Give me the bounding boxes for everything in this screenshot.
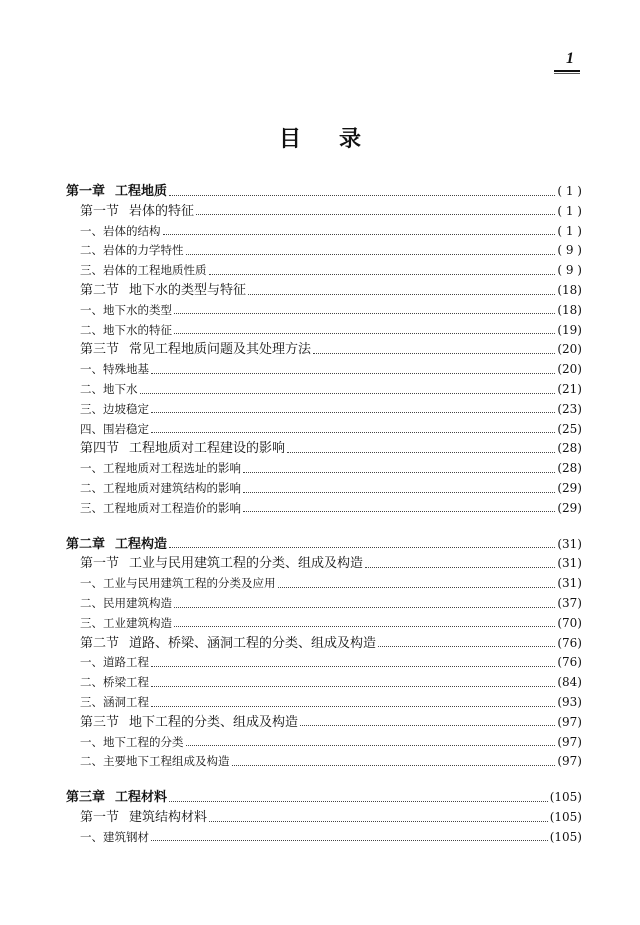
toc-item-row — [80, 400, 582, 419]
toc-entry-label — [80, 281, 246, 300]
toc-item-row — [80, 614, 582, 633]
toc-entry-text: 四、围岩稳定 — [80, 421, 149, 436]
toc-page-number: (105) — [549, 829, 582, 844]
toc-entry-text: 二、工程地质对建筑结构的影响 — [80, 481, 241, 495]
toc-entry-text: 一、道路工程 — [80, 655, 149, 670]
dot-leader — [151, 839, 548, 841]
toc-page-number: (93) — [557, 695, 582, 709]
toc-entry-label — [80, 499, 241, 518]
toc-entry-text: 三、涵洞工程 — [80, 695, 149, 709]
dot-leader — [232, 764, 556, 766]
toc-item-row — [80, 733, 582, 752]
toc-entry-label — [80, 713, 298, 732]
toc-item-row — [80, 222, 582, 241]
toc-entry-label — [80, 222, 161, 241]
dot-leader — [174, 312, 555, 314]
toc-entry-number: 第二章 — [66, 536, 106, 552]
toc-item-row — [80, 459, 582, 478]
toc-entry-label — [80, 693, 149, 712]
toc-entry-number: 第一章 — [66, 184, 106, 199]
dot-leader — [186, 253, 556, 255]
toc-item-row — [80, 360, 582, 379]
toc-entry-label — [80, 459, 241, 478]
dot-leader — [196, 213, 555, 215]
toc-page-number: (28) — [557, 461, 582, 476]
dot-leader — [378, 645, 555, 647]
toc-entry-label — [80, 439, 285, 458]
toc-entry-text: 岩体的特征 — [129, 203, 195, 219]
toc-page-number: (21) — [557, 382, 582, 396]
toc-page-number: ( 9 ) — [557, 263, 582, 278]
toc-entry-label — [80, 828, 149, 847]
toc-page-number: (70) — [557, 615, 582, 630]
toc-page-number: ( 1 ) — [557, 184, 582, 198]
toc-entry-label — [80, 614, 172, 633]
toc-entry-text: 三、岩体的工程地质性质 — [80, 263, 207, 278]
toc-entry-text: 工程地质对工程建设的影响 — [129, 441, 286, 457]
dot-leader — [169, 800, 548, 802]
toc-page-number: ( 9 ) — [557, 243, 582, 258]
toc-entry-text: 一、建筑钢材 — [80, 829, 149, 844]
toc-item-row — [80, 574, 582, 593]
dot-leader — [243, 471, 555, 473]
toc-entry-text: 二、地下水 — [80, 382, 138, 396]
toc-entry-label — [66, 535, 167, 554]
toc-page-number: (20) — [557, 362, 582, 377]
toc-entry-number: 第三章 — [66, 790, 106, 806]
toc-item-row — [80, 693, 582, 712]
toc-chapter-row — [66, 535, 582, 554]
toc-entry-text: 道路、桥梁、涵洞工程的分类、组成及构造 — [129, 635, 377, 651]
toc-page-number: (31) — [557, 556, 582, 571]
toc-page-number: (37) — [557, 596, 582, 610]
toc-entry-label — [80, 733, 184, 752]
page-title — [0, 122, 640, 153]
toc-item-row — [80, 673, 582, 692]
toc-page-number: (31) — [557, 576, 582, 591]
toc-entry-label — [80, 479, 241, 498]
toc-entry-text: 二、民用建筑构造 — [80, 596, 172, 610]
dot-leader — [248, 293, 555, 295]
toc-section-row — [80, 808, 582, 827]
toc-entry-label — [80, 360, 149, 379]
toc-entry-text: 一、岩体的结构 — [80, 223, 161, 238]
toc-page-number: (97) — [557, 734, 582, 749]
toc-item-row — [80, 241, 582, 260]
toc-entry-text: 常见工程地质问题及其处理方法 — [129, 342, 312, 358]
toc-page-number: (29) — [557, 481, 582, 495]
toc-item-row — [80, 321, 582, 340]
toc-entry-label — [80, 301, 172, 320]
toc-entry-number: 第四节 — [80, 441, 120, 457]
toc-entry-label — [80, 808, 207, 827]
dot-leader — [169, 546, 555, 548]
toc-page-number: (28) — [557, 441, 582, 456]
toc-item-row — [80, 420, 582, 439]
toc-entry-text: 三、边坡稳定 — [80, 401, 149, 416]
dot-leader — [151, 372, 555, 374]
toc-entry-label — [80, 554, 363, 573]
dot-leader — [300, 724, 555, 726]
toc-entry-label — [80, 340, 311, 359]
toc-page-number: (31) — [557, 536, 582, 551]
toc-item-row — [80, 479, 582, 498]
toc-entry-label — [80, 752, 230, 771]
dot-leader — [209, 820, 548, 822]
dot-leader — [243, 510, 555, 512]
toc-item-row — [80, 499, 582, 518]
toc-section-row — [80, 634, 582, 653]
toc-entry-label — [80, 380, 138, 399]
toc-entry-text: 一、工程地质对工程选址的影响 — [80, 461, 241, 476]
toc-entry-label — [66, 788, 167, 807]
dot-leader — [287, 451, 555, 453]
dot-leader — [174, 625, 555, 627]
toc-chapter-row — [66, 788, 582, 807]
toc-entry-text: 三、工业建筑构造 — [80, 615, 172, 630]
toc-entry-text: 二、主要地下工程组成及构造 — [80, 754, 230, 769]
toc-entry-number: 第三节 — [80, 342, 120, 358]
dot-leader — [140, 392, 556, 394]
toc-entry-text: 工程材料 — [115, 790, 168, 806]
toc-page-number: (105) — [549, 790, 582, 805]
dot-leader — [243, 491, 555, 493]
toc-entry-text: 工程地质 — [115, 184, 168, 199]
dot-leader — [151, 411, 555, 413]
toc-item-row — [80, 828, 582, 847]
toc-entry-text: 建筑结构材料 — [129, 810, 208, 825]
dot-leader — [169, 194, 555, 196]
toc-item-row — [80, 380, 582, 399]
toc-entry-text: 地下工程的分类、组成及构造 — [129, 714, 299, 730]
toc-entry-label — [80, 653, 149, 672]
toc-entry-label — [80, 321, 172, 340]
toc-entry-number: 第一节 — [80, 556, 120, 572]
toc-entry-text: 三、工程地质对工程造价的影响 — [80, 500, 241, 515]
toc-page-number: (76) — [557, 655, 582, 670]
toc-entry-label — [80, 241, 184, 260]
toc-page-number: (105) — [549, 810, 582, 824]
toc-entry-label — [66, 182, 167, 201]
toc-page-number: (29) — [557, 500, 582, 515]
dot-leader — [174, 332, 555, 334]
toc-entry-label — [80, 673, 149, 692]
toc-section-row — [80, 713, 582, 732]
toc-entry-number: 第三节 — [80, 714, 120, 730]
toc-page-number: (97) — [557, 754, 582, 769]
dot-leader — [313, 352, 555, 354]
toc-entry-text: 地下水的类型与特征 — [129, 283, 247, 298]
toc-item-row — [80, 261, 582, 280]
toc-entry-label — [80, 400, 149, 419]
title-char-2: 录 — [339, 127, 362, 152]
dot-leader — [151, 431, 555, 433]
toc-section-row — [80, 340, 582, 359]
toc-entry-number: 第一节 — [80, 203, 120, 219]
toc-entry-text: 一、地下水的类型 — [80, 302, 172, 317]
toc-page-number: (84) — [557, 675, 582, 690]
dot-leader — [174, 606, 555, 608]
toc-entry-text: 一、地下工程的分类 — [80, 734, 184, 749]
dot-leader — [278, 586, 556, 588]
title-char-1: 目 — [278, 127, 301, 152]
toc-entry-text: 一、特殊地基 — [80, 362, 149, 377]
toc-section-row — [80, 554, 582, 573]
toc-section-row — [80, 439, 582, 458]
dot-leader — [163, 233, 556, 235]
toc-item-row — [80, 594, 582, 613]
page-number-rule — [554, 70, 580, 72]
toc-entry-label — [80, 202, 194, 221]
toc-entry-number: 第二节 — [80, 635, 120, 651]
toc-entry-number: 第二节 — [80, 283, 120, 298]
dot-leader — [365, 566, 555, 568]
toc-entry-number: 第一节 — [80, 810, 120, 825]
toc-entry-text: 二、岩体的力学特性 — [80, 243, 184, 258]
toc-section-row — [80, 202, 582, 221]
toc-item-row — [80, 752, 582, 771]
toc-page-number: (76) — [557, 635, 582, 650]
toc-page-number: (18) — [557, 283, 582, 297]
toc-chapter-row — [66, 182, 582, 201]
toc-page-number: (23) — [557, 401, 582, 416]
toc-entry-label — [80, 261, 207, 280]
toc-page-number: (19) — [557, 322, 582, 337]
dot-leader — [151, 665, 555, 667]
toc-entry-label — [80, 634, 376, 653]
dot-leader — [209, 273, 556, 275]
toc-entry-text: 工程构造 — [115, 536, 168, 552]
toc-page-number: (20) — [557, 342, 582, 357]
toc-entry-text: 二、地下水的特征 — [80, 322, 172, 337]
dot-leader — [151, 685, 555, 687]
toc-entry-label — [80, 574, 276, 593]
toc-section-row — [80, 281, 582, 300]
toc-item-row — [80, 653, 582, 672]
toc-item-row — [80, 301, 582, 320]
dot-leader — [186, 744, 556, 746]
toc-entry-label — [80, 420, 149, 439]
toc-entry-text: 一、工业与民用建筑工程的分类及应用 — [80, 576, 276, 591]
toc-entry-text: 工业与民用建筑工程的分类、组成及构造 — [129, 556, 364, 572]
toc-entry-text: 二、桥梁工程 — [80, 675, 149, 690]
toc-page-number: (25) — [557, 421, 582, 436]
page-number: 1 — [566, 50, 574, 67]
toc-page-number: (97) — [557, 714, 582, 729]
toc-entry-label — [80, 594, 172, 613]
toc-page-number: ( 1 ) — [557, 223, 582, 238]
toc-page-number: ( 1 ) — [557, 203, 582, 218]
toc-page-number: (18) — [557, 302, 582, 317]
dot-leader — [151, 705, 555, 707]
